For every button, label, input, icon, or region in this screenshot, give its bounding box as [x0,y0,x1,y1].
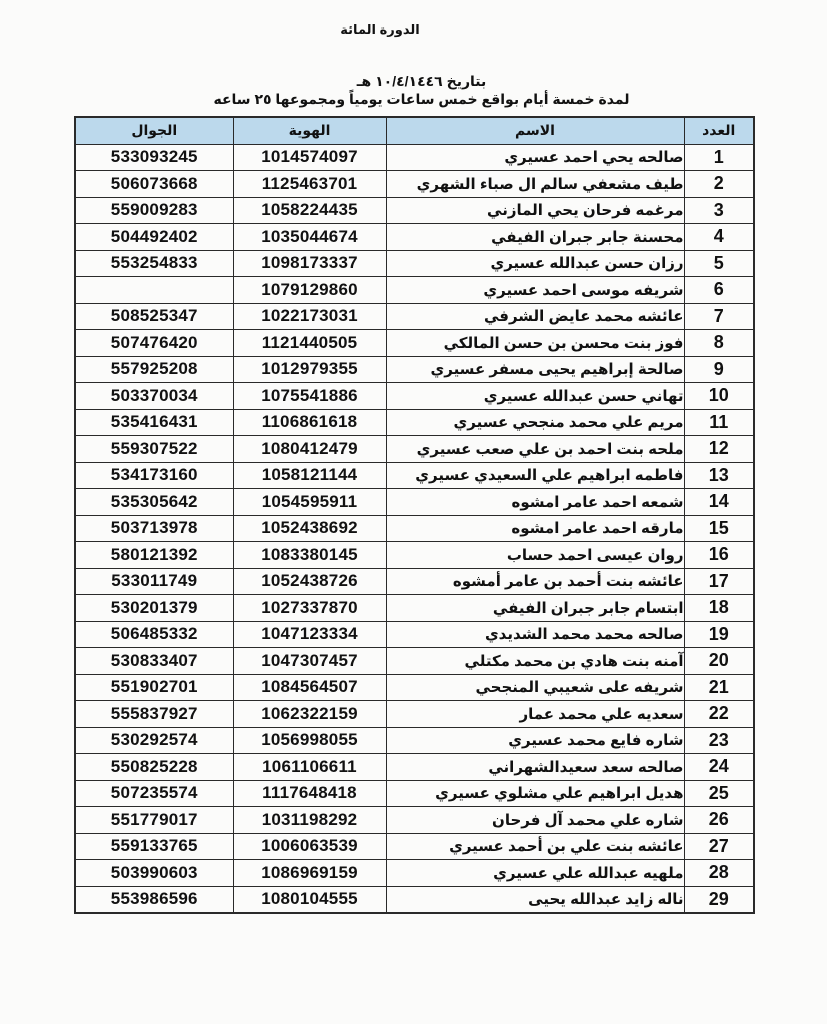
table-row [75,568,754,595]
phone-cell: 533093245 [75,144,233,171]
id-cell: 1031198292 [233,807,386,834]
name-cell: عائشه محمد عايض الشرفي [386,303,684,330]
number-cell: 16 [684,542,754,569]
id-cell: 1106861618 [233,409,386,436]
name-cell: تهاني حسن عبدالله عسيري [386,383,684,410]
name-cell: مريم علي محمد منجحي عسيري [386,409,684,436]
id-cell: 1056998055 [233,727,386,754]
phone-cell: 535416431 [75,409,233,436]
number-cell: 7 [684,303,754,330]
name-cell: صالحه سعد سعيدالشهراني [386,754,684,781]
column-header-name: الاسم [386,117,684,144]
name-cell: مرغمه فرحان يحي المازني [386,197,684,224]
number-cell: 23 [684,727,754,754]
date-line [0,73,827,90]
table-row [75,754,754,781]
table-row [75,674,754,701]
id-cell: 1075541886 [233,383,386,410]
phone-cell: 555837927 [75,701,233,728]
phone-cell: 506485332 [75,621,233,648]
name-cell: عائشه بنت علي بن أحمد عسيري [386,833,684,860]
number-cell: 3 [684,197,754,224]
name-cell: رزان حسن عبدالله عسيري [386,250,684,277]
id-cell: 1058121144 [233,462,386,489]
name-cell: هديل ابراهيم علي مشلوي عسيري [386,780,684,807]
table-row [75,807,754,834]
id-cell: 1014574097 [233,144,386,171]
duration-line-text: لمدة خمسة أيام بواقع خمس ساعات يومياً ومجموعها ٢٥ ساعه [213,91,630,107]
participants-table [74,116,755,914]
number-cell: 15 [684,515,754,542]
number-cell: 6 [684,277,754,304]
id-cell: 1062322159 [233,701,386,728]
table-row [75,144,754,171]
table-row [75,409,754,436]
table-body [75,144,754,913]
phone-cell: 580121392 [75,542,233,569]
name-cell: صالحه يحي احمد عسيري [386,144,684,171]
number-cell: 1 [684,144,754,171]
name-cell: شمعه احمد عامر امشوه [386,489,684,516]
table-row [75,727,754,754]
table-row [75,860,754,887]
table-row [75,330,754,357]
id-cell: 1117648418 [233,780,386,807]
table-header-row [75,117,754,144]
phone-cell: 535305642 [75,489,233,516]
id-cell: 1080412479 [233,436,386,463]
number-cell: 26 [684,807,754,834]
phone-cell: 530201379 [75,595,233,622]
id-cell: 1125463701 [233,171,386,198]
table-row [75,489,754,516]
number-cell: 24 [684,754,754,781]
phone-cell: 507476420 [75,330,233,357]
id-cell: 1054595911 [233,489,386,516]
name-cell: شريفه موسى احمد عسيري [386,277,684,304]
id-cell: 1047123334 [233,621,386,648]
phone-cell: 557925208 [75,356,233,383]
table-row [75,197,754,224]
course-title [0,22,760,38]
phone-cell: 533011749 [75,568,233,595]
name-cell: ملهيه عبدالله علي عسيري [386,860,684,887]
number-cell: 22 [684,701,754,728]
name-cell: صالحه محمد محمد الشديدي [386,621,684,648]
name-cell: روان عيسى احمد حساب [386,542,684,569]
table-row [75,780,754,807]
table-row [75,356,754,383]
phone-cell: 559009283 [75,197,233,224]
number-cell: 25 [684,780,754,807]
column-header-id: الهوية [233,117,386,144]
table-row [75,436,754,463]
table-row [75,462,754,489]
number-cell: 29 [684,886,754,913]
number-cell: 9 [684,356,754,383]
id-cell: 1012979355 [233,356,386,383]
table-row [75,595,754,622]
column-header-number: العدد [684,117,754,144]
phone-cell: 551902701 [75,674,233,701]
number-cell: 13 [684,462,754,489]
name-cell: فاطمه ابراهيم علي السعيدي عسيري [386,462,684,489]
phone-cell: 503990603 [75,860,233,887]
name-cell: طيف مشعفي سالم ال صباء الشهري [386,171,684,198]
id-cell: 1047307457 [233,648,386,675]
phone-cell: 559133765 [75,833,233,860]
table-row [75,701,754,728]
name-cell: فوز بنت محسن بن حسن المالكي [386,330,684,357]
name-cell: ابتسام جابر جبران الفيفي [386,595,684,622]
id-cell: 1052438726 [233,568,386,595]
table-row [75,886,754,913]
name-cell: صالحة إبراهيم يحيى مسفر عسيري [386,356,684,383]
number-cell: 20 [684,648,754,675]
id-cell: 1080104555 [233,886,386,913]
table-row [75,224,754,251]
number-cell: 27 [684,833,754,860]
table-row [75,621,754,648]
phone-cell [75,277,233,304]
phone-cell: 559307522 [75,436,233,463]
name-cell: ملحه بنت احمد بن علي صعب عسيري [386,436,684,463]
id-cell: 1035044674 [233,224,386,251]
id-cell: 1052438692 [233,515,386,542]
table-row [75,515,754,542]
table-row [75,833,754,860]
number-cell: 10 [684,383,754,410]
date-line-text: بتاريخ ١٠/٤/١٤٤٦ هـ [356,73,487,89]
course-title-text: الدورة المائة [340,22,420,37]
number-cell: 2 [684,171,754,198]
name-cell: ناله زايد عبدالله يحيى [386,886,684,913]
table-row [75,250,754,277]
phone-cell: 508525347 [75,303,233,330]
number-cell: 17 [684,568,754,595]
id-cell: 1086969159 [233,860,386,887]
name-cell: مارقه احمد عامر امشوه [386,515,684,542]
phone-cell: 504492402 [75,224,233,251]
number-cell: 14 [684,489,754,516]
number-cell: 8 [684,330,754,357]
table-row [75,383,754,410]
number-cell: 12 [684,436,754,463]
phone-cell: 503713978 [75,515,233,542]
table-row [75,303,754,330]
number-cell: 11 [684,409,754,436]
id-cell: 1006063539 [233,833,386,860]
phone-cell: 503370034 [75,383,233,410]
phone-cell: 530833407 [75,648,233,675]
number-cell: 28 [684,860,754,887]
id-cell: 1079129860 [233,277,386,304]
name-cell: سعديه علي محمد عمار [386,701,684,728]
name-cell: آمنه بنت هادي بن محمد مكتلي [386,648,684,675]
duration-line [0,91,827,108]
id-cell: 1027337870 [233,595,386,622]
id-cell: 1084564507 [233,674,386,701]
phone-cell: 550825228 [75,754,233,781]
phone-cell: 534173160 [75,462,233,489]
table-row [75,542,754,569]
name-cell: شاره فايع محمد عسيري [386,727,684,754]
id-cell: 1058224435 [233,197,386,224]
id-cell: 1022173031 [233,303,386,330]
phone-cell: 530292574 [75,727,233,754]
phone-cell: 506073668 [75,171,233,198]
phone-cell: 551779017 [75,807,233,834]
table-row [75,171,754,198]
id-cell: 1098173337 [233,250,386,277]
number-cell: 4 [684,224,754,251]
phone-cell: 553986596 [75,886,233,913]
id-cell: 1083380145 [233,542,386,569]
column-header-phone: الجوال [75,117,233,144]
number-cell: 19 [684,621,754,648]
name-cell: محسنة جابر جبران الفيفي [386,224,684,251]
number-cell: 21 [684,674,754,701]
table-row [75,648,754,675]
number-cell: 5 [684,250,754,277]
name-cell: شاره علي محمد آل فرحان [386,807,684,834]
phone-cell: 553254833 [75,250,233,277]
number-cell: 18 [684,595,754,622]
name-cell: شريفه على شعيبي المنجحي [386,674,684,701]
name-cell: عائشه بنت أحمد بن عامر أمشوه [386,568,684,595]
table-row [75,277,754,304]
id-cell: 1121440505 [233,330,386,357]
phone-cell: 507235574 [75,780,233,807]
id-cell: 1061106611 [233,754,386,781]
